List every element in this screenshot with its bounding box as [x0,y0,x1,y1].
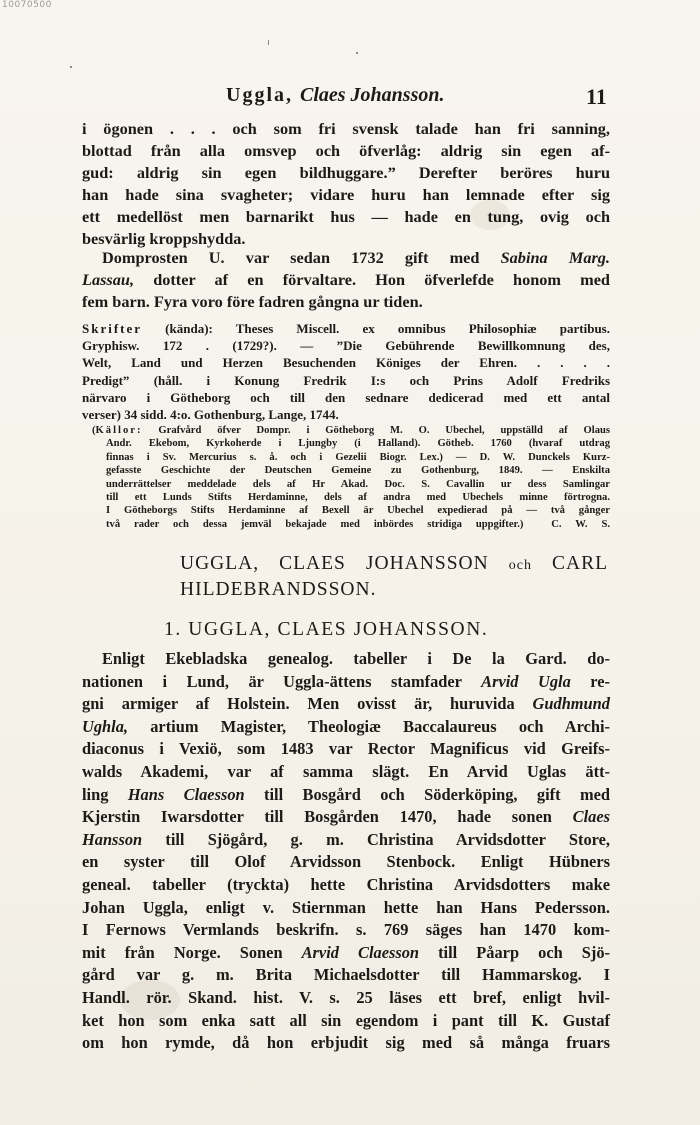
italic-name: Gudhmund [532,694,610,714]
print-speck [70,66,72,68]
text-line [82,784,610,807]
text-line: om hon rymde, då hon erbjudit sig med så många fruars [82,1033,610,1053]
marriage-paragraph [82,247,610,313]
text-line [82,247,610,269]
text-line: ket hon som enka satt all sin egendom i pant till K. Gustaf [82,1010,610,1030]
text-line: Predigt” (håll. i Konung Fredrik I:s och Prins Adolf Fredriks [82,372,610,388]
sub-heading: 1. UGGLA, CLAES JOHANSSON. [164,619,489,640]
text-run: Grafvård öfver Dompr. i Götheborg M. O. Ubechel, uppställd af Olaus [142,425,610,436]
text-line: diaconus i Vexiö, som 1483 var Rector Magnificus vid Greifs- [82,739,610,759]
text-line: blottad från alla omsvep och öfverlåg: aldrig sin egen af- [82,141,610,160]
text-line: besvärlig kroppshydda. [82,229,246,248]
text-line: Enligt Ekebladska genealog. tabeller i De la Gard. do- [102,649,610,668]
text-line: finnas i Sv. Mercurius s. å. och i Gezelii Biogr. Lex.) — D. W. Dunckels Kurz- [106,451,610,463]
text-run: artium Magister, Theologiæ Baccalaureus och Archi- [128,716,610,736]
heading-text: CARL [531,553,608,574]
text-line: han hade sina svagheter; vidare huru han lemnade efter sig [82,185,610,204]
italic-name: Arvid Claesson [301,942,420,962]
text-line: gefasste Geschichte der Deutschen Gemeine zu Gothenburg, 1849. — Enskilta [106,465,610,477]
text-line: Johan Uggla, enligt v. Stiernman hette han Hans Pedersson. [82,897,610,917]
italic-name: Hans Claesson [127,784,245,804]
text-run: Kjerstin Iwarsdotter till Bosgården 1470, hade sonen [82,807,573,827]
heading-conjunction: och [508,558,532,573]
text-run: ling [82,784,128,804]
running-head-surname: Uggla, [226,84,293,106]
text-run: dotter af en förvaltare. Hon öfverlefde honom med [134,270,610,289]
italic-name: Lassau, [82,270,135,289]
text-line: närvaro i Götheborg och till den sednare dedicerad med ett antal [82,389,610,405]
text-line: i ögonen . . . och som fri svensk talade han fri sanning, [82,119,610,138]
writings-label: Skrifter [82,321,143,336]
text-line: I Fernows Vermlands beskrifn. s. 769 säges han 1470 kom- [82,920,610,940]
text-line: gård var g. m. Brita Michaelsdotter till Hammarskog. I [82,965,610,985]
text-run: två rader och dessa jemväl bekajade med inbördes stridiga uppgifter.) [106,518,524,530]
text-line: till ett Lunds Stifts Herdaminne, dels af andra med Ubechels minne förtrogna. [106,492,610,504]
page-number: 11 [586,84,607,109]
scan-id-stamp: 10070500 [2,0,52,10]
text-line [92,518,610,531]
continuation-paragraph [82,118,610,250]
text-run: till Bosgård och Söderköping, gift med [244,784,610,804]
text-run: till Påarp och Sjö- [419,942,610,962]
text-line [82,716,610,739]
running-head-title [226,84,445,107]
running-head [0,84,700,108]
text-line: I Götheborgs Stifts Herdaminne af Bexell är Ubechel expedierad på — två gånger [106,505,610,517]
text-run: (kända): Theses Miscell. ex omnibus Philosophiæ partibus. [142,321,610,336]
text-line [82,269,610,291]
text-run: till Sjögård, g. m. Christina Arvidsdotter Store, [142,829,610,849]
text-line: en syster till Olof Arvidsson Stenbock. Enligt Hübners [82,852,610,872]
text-line [82,829,610,852]
print-speck [268,40,269,45]
text-line [82,806,610,829]
italic-name: Arvid Ugla [481,671,571,691]
text-line: gud: aldrig sin egen bildhuggare.” Derefter beröres huru [82,163,610,182]
italic-name: Ughla, [82,716,128,736]
text-line: geneal. tabeller (tryckta) hette Christina Arvidsdotters make [82,874,610,894]
section-heading [180,552,608,602]
text-run: Domprosten U. var sedan 1732 gift med [102,248,501,267]
running-head-given-name: Claes Johansson. [300,84,445,106]
writings-list [82,320,610,423]
text-line: fem barn. Fyra voro före fadren gångna ur tiden. [82,292,423,311]
author-signature: C. W. S. [551,518,611,530]
text-line: Welt, Land und Herzen Besuchenden Königes der Ehren. . . . . [82,355,610,371]
text-line: Handl. rör. Skand. hist. V. s. 25 läses ett bref, enligt hvil- [82,987,610,1007]
text-line [82,320,610,337]
heading-text: UGGLA, CLAES JOHANSSON [180,553,509,574]
text-run: nationen i Lund, är Uggla-ättens stamfader [82,671,482,691]
heading-line [180,552,608,578]
sources-label: Källor: [95,425,143,436]
text-run: gni armiger af Holstein. Men ovisst är, huruvida [82,694,533,714]
text-line: (Källor: Grafvård öfver Dompr. i Götheborg M. O. Ubechel, uppställd af Olaus [92,425,610,436]
text-run: mit från Norge. Sonen [82,942,302,962]
text-line [82,942,610,965]
text-line: walds Akademi, var af samma slägt. En Arvid Uglas ätt- [82,761,610,781]
italic-name: Sabina Marg. [500,248,611,267]
text-line: underrättelser meddelade dels af Hr Akad. Doc. S. Cavallin ur dess Samlingar [106,478,610,490]
sources-note [92,424,610,531]
article-body [82,648,610,1055]
italic-name: Hansson [82,829,143,849]
text-line [82,693,610,716]
italic-name: Claes [572,807,610,827]
print-speck [356,52,358,54]
text-run: re- [570,671,610,691]
text-line: verser) 34 sidd. 4:o. Gothenburg, Lange, 1744. [82,407,339,423]
text-line: Gryphisw. 172 . (1729?). — ”Die Gebührende Bewillkomnung des, [82,338,610,354]
heading-line: HILDEBRANDSSON. [180,579,377,600]
text-line: Andr. Ekebom, Kyrkoherde i Ljungby (i Halland). Götheb. 1760 (hvaraf utdrag [106,438,610,450]
text-line [82,671,610,694]
text-line: ett medellöst men barnarikt hus — hade en tung, ovig och [82,207,610,226]
